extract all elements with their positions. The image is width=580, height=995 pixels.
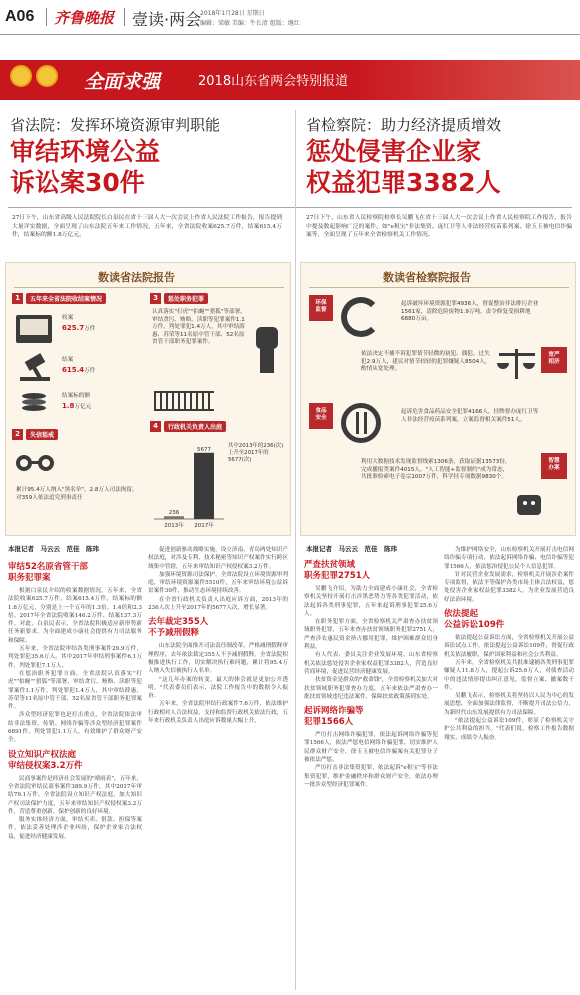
right-subhead-3: 依法提起 公益诉讼109件 bbox=[444, 609, 505, 631]
section-number-2: 2 bbox=[12, 429, 23, 440]
panel-title: 五年来全省法院收结案情况 bbox=[26, 293, 106, 304]
banner-report-title: 2018山东省两会特别报道 bbox=[198, 74, 349, 89]
left-subhead-1: 审结52名原省管干部 职务犯罪案 bbox=[8, 562, 88, 583]
received-closed-panel bbox=[12, 293, 142, 421]
right-body-paragraph: 针对民营企业发展需求，检察机关开展涉企案件专项监督，依法平等保护各类市场主体合法权益，惩处侵害企业家权益犯罪3382人，为企业发展营造良好法治环境。 bbox=[444, 571, 574, 603]
section-number-4: 4 bbox=[150, 421, 161, 432]
right-body-paragraph: 有人代表、委员关注企业发展环境，山东省检察机关依法惩处侵害企业家权益犯罪3382人，营造良好营商环境，促进民营经济健康发展。 bbox=[304, 652, 438, 675]
banner-slogan: 全面求强 bbox=[84, 71, 161, 93]
amount-unit: 万亿元 bbox=[74, 404, 92, 410]
editor-credits: 编辑：梁敏 美编：牛长清 组版：继红 bbox=[200, 20, 300, 27]
recycle-icon bbox=[341, 297, 381, 337]
left-byline: 本报记者 马云云 范佳 陈玮 bbox=[8, 545, 99, 553]
right-col-2 bbox=[444, 546, 574, 992]
page-number: A06 bbox=[5, 8, 35, 25]
chart-bar bbox=[194, 453, 214, 519]
received-value-row bbox=[62, 324, 95, 334]
duty-crime-panel bbox=[150, 293, 286, 413]
left-subhead-3: 去年裁定355人 不予减刑假释 bbox=[148, 617, 209, 639]
duty-crime-text: 认真落实"打虎""拍蝇""猎狐"等部署，审结贪污、贿赂、渎职等犯罪案件1.1万件，判处罪犯1.4万人，其中审结薛惠、苏荣等11名原中管干部、52名原省管干部职务犯罪案件。 bbox=[152, 309, 246, 345]
left-body-paragraph: "这几年办案的转变，最大的体会就是更加公开透明。"代表委员们表示，法院工作报告中的数据令人振奋。 bbox=[148, 676, 288, 700]
chart-bar bbox=[164, 516, 184, 519]
closed-unit: 万件 bbox=[84, 368, 96, 374]
right-body-paragraph: 严厉打击网络诈骗犯罪，依法起诉网络诈骗等犯罪1566人，依法严惩电信网络诈骗犯罪，切实维护人民群众财产安全，徐玉玉被电信诈骗案有关犯罪分子被依法严惩。 bbox=[304, 732, 438, 764]
procuratorate-report-infobox bbox=[300, 262, 576, 536]
issue-date: 2018年1月28日 星期日 bbox=[200, 10, 265, 17]
food-text: 起诉危害食品药品安全犯罪4166人，挂牌督办庞红卫等人非法经营疫苗系列案，立案监督相关案件51人。 bbox=[401, 409, 539, 423]
emblem-icon bbox=[10, 65, 32, 87]
chart-note: 其中2013年的236(次)上升至2017年的5677(次) bbox=[228, 443, 284, 464]
chart-category-label: 2013年 bbox=[164, 523, 184, 529]
chart-category-label: 2017年 bbox=[194, 523, 214, 529]
masthead-divider bbox=[124, 8, 125, 26]
infobox-title: 数读省检察院报告 bbox=[383, 271, 471, 284]
right-headline-line1: 惩处侵害企业家 bbox=[306, 137, 482, 166]
left-body-paragraph: 山东法院全面推开司法责任制改革，严格减刑假释审理程序，去年依法裁定355人不予减刑假释。全省法院积极推进执行工作，切实解决执行难问题，累计将95.4万人纳入失信被执行人名单。 bbox=[148, 643, 288, 675]
gavel-icon bbox=[20, 355, 50, 381]
chart-value-label: 236 bbox=[168, 510, 180, 517]
fist-icon bbox=[250, 327, 282, 377]
received-value: 625.7 bbox=[62, 324, 85, 332]
cutlery-icon bbox=[341, 403, 381, 443]
credit-discipline-text: 累计95.4万人纳入"黑名单"，2.8万人司法拘留，对359人依法追究刑事责任 bbox=[16, 487, 138, 501]
masthead-divider bbox=[46, 8, 47, 26]
right-subhead-1: 严查扶贫领域 职务犯罪2751人 bbox=[304, 560, 371, 581]
left-body-paragraph: 服务实体经济方面，审结买卖、借款、担保等案件，依法妥善处理涉企业纠纷，保护企业家合法权益，促进经济健康发展。 bbox=[8, 817, 142, 840]
special-report-banner bbox=[0, 60, 580, 100]
left-body-paragraph: 五年来，全省法院审结行政案件7.6万件，依法维护行政相对人合法权益，支持和监督行政机关依法行政，五年来行政机关负责人出庭应诉数量大幅上升。 bbox=[148, 701, 288, 725]
left-subhead-2: 设立知识产权法庭 审结侵权案3.2万件 bbox=[8, 749, 83, 771]
left-headline-line2: 诉讼案30件 bbox=[10, 168, 145, 197]
left-headline-line1: 审结环境公益 bbox=[10, 137, 161, 166]
infobox-title: 数读省法院报告 bbox=[98, 271, 175, 284]
right-body-paragraph: 吴鹏飞表示，检察机关将坚持以人民为中心的发展思想，全面加强法律监督，不断提升司法公信力，为新时代山东发展提供有力司法保障。 bbox=[444, 693, 574, 716]
scales-icon bbox=[497, 349, 537, 381]
left-body-paragraph: 在全省行政机关负责人出庭应诉方面，2013年的236人次上升至2017年的5677人次，增长显著。 bbox=[148, 596, 288, 612]
masthead-rule bbox=[0, 34, 580, 35]
credit-discipline-panel bbox=[12, 429, 142, 529]
closed-value-row bbox=[62, 366, 95, 376]
left-kicker: 省法院：发挥环境资源审判职能 bbox=[10, 116, 221, 134]
infobox-title-rule bbox=[14, 287, 284, 288]
emblem-icon bbox=[36, 65, 58, 87]
prison-bars-icon bbox=[154, 391, 214, 411]
closed-value: 615.4 bbox=[62, 366, 85, 374]
received-label: 收案 bbox=[62, 315, 74, 321]
left-body-paragraph: 在惩治职务犯罪方面，全省法院认真落实"打虎""拍蝇""猎狐"等部署，审结贪污、贿赂、渎职等犯罪案件1.1万件，判处罪犯1.4万人，其中审结薛惠、苏荣等11名原中管干部、52名原省管干部职务犯罪案件。 bbox=[8, 670, 142, 711]
column-divider bbox=[295, 110, 296, 990]
court-appearance-panel bbox=[150, 421, 286, 531]
left-body-paragraph: 促进创新驱动战略实施，设立济南、青岛两处知识产权法庭，对涉及专利、技术秘密等知识产权案件实行跨区域集中管辖，五年来审结知识产权侵权案3.2万件。 bbox=[148, 547, 288, 570]
leniency-text: 依法决定不捕不诉犯罪情节轻微的初犯、偶犯、过失犯2.9万人，建议对情节较轻的犯罪嫌疑人8504人，酌情从宽处理。 bbox=[361, 351, 491, 372]
right-body-paragraph: 严厉打击非法集资犯罪，依法起诉"e租宝"等非法集资犯罪，维护金融秩序和群众财产安全，依法办理一批涉众型经济犯罪案件。 bbox=[304, 765, 438, 788]
left-body-paragraph: 加强环境资源司法保护，全省法院设立环境资源审判庭，审结环境资源案件5510件，五年来审结环境公益诉讼案件30件，推动生态环境持续改善。 bbox=[148, 571, 288, 595]
paper-logo: 齐鲁晚报 bbox=[54, 9, 115, 27]
right-body-paragraph: 扶贫资金是群众的"救命钱"，全省检察机关加大对扶贫领域职务犯罪查办力度，五年来依法严肃查办一批扶贫领域违纪违法案件，保障扶贫政策落到实处。 bbox=[304, 677, 438, 700]
section-number-1: 1 bbox=[12, 293, 23, 304]
folder-icon bbox=[16, 315, 52, 343]
smart-tag: 智慧 办案 bbox=[541, 453, 567, 479]
chart-value-label: 5677 bbox=[197, 446, 211, 453]
left-body-paragraph: 五年来，全省法院审结各类刑事案件29.9万件，判处罪犯35.6万人。其中2017年审结刑事案件6.1万件，判处罪犯7.1万人。 bbox=[8, 646, 142, 669]
section-name: 壹读·两会 bbox=[132, 10, 202, 29]
right-subhead-2: 起诉网络诈骗等 犯罪1566人 bbox=[304, 706, 364, 728]
headline-rule bbox=[8, 207, 572, 208]
left-col-2 bbox=[148, 546, 288, 992]
right-body-paragraph: 在职务犯罪方面，全省检察机关严肃查办扶贫领域职务犯罪，五年来查办扶贫领域职务犯罪2751人，严查涉农惠民资金挤占挪用犯罪，维护困难群众切身利益。 bbox=[304, 619, 438, 651]
closed-label: 结案 bbox=[62, 357, 74, 363]
chart-title: 行政机关负责人出庭 bbox=[164, 421, 226, 432]
env-text: 起诉破坏环境资源犯罪4936人，督促整治非法排污企业1561家，清除危险废物1.9万吨，责令修复受损耕地6880万亩。 bbox=[401, 301, 539, 322]
leniency-tag: 宽严 相济 bbox=[541, 347, 567, 373]
left-body-paragraph: 民商事案件是经济社会发展的"晴雨表"，五年来，全省法院审结民商事案件389.9万件，其中2017年审结79.1万件。全省法院设立知识产权法庭，加大知识产权司法保护力度，五年来审结知识产权侵权案3.2万件，营造尊重创新、保护创新的良好环境。 bbox=[8, 775, 142, 815]
right-body-paragraph: "依法提起公益诉讼109件，彰显了检察机关守护公共利益的担当。"代表们说，检察工作报告数据翔实，成绩令人振奋。 bbox=[444, 718, 574, 741]
amount-label: 结案标的额 bbox=[62, 393, 90, 399]
food-tag: 食品 安全 bbox=[309, 403, 333, 429]
right-body-paragraph: 吴鹏飞介绍，为助力全面建成小康社会，全省检察机关坚持开展打击涉黑恶势力等各类犯罪活动，依法起诉各类刑事犯罪，五年来起诉刑事犯罪25.6万人。 bbox=[304, 586, 438, 617]
right-col-1 bbox=[304, 556, 438, 992]
handcuffs-icon bbox=[16, 449, 56, 479]
section-number-3: 3 bbox=[150, 293, 161, 304]
right-headline-line2: 权益犯罪3382人 bbox=[306, 168, 501, 197]
left-lead: 27日下午，山东省高级人民法院院长白泉民在省十三届人大一次会议上作省人民法院工作报告，报告提到大量详实数据，全面呈现了山东法院五年来工作情况，五年来，全省法院收案625.7万件，结案615.4万件，结案标的额1.8万亿元。 bbox=[12, 215, 282, 238]
masthead bbox=[0, 0, 580, 38]
infobox-title-rule bbox=[309, 287, 569, 288]
right-body-paragraph: 为维护网络安全，山东检察机关开展打击电信网络诈骗专项行动，依法起诉网络诈骗、电信诈骗等犯罪1566人，依法惩治侵犯公民个人信息犯罪。 bbox=[444, 547, 574, 570]
panel-title: 失信惩戒 bbox=[26, 429, 58, 440]
robot-icon bbox=[513, 489, 545, 521]
left-col-1 bbox=[8, 556, 142, 992]
right-body-paragraph: 五年来，全省检察机关共批准逮捕各类刑事犯罪嫌疑人11.8万人，提起公诉25.6万人，对侦查活动中的违法情形提出纠正意见，监督立案、撤案数千件。 bbox=[444, 659, 574, 691]
court-report-infobox bbox=[5, 262, 291, 536]
right-body-paragraph: 依法提起公益诉讼方面，全省检察机关开展公益诉讼试点工作，依法提起公益诉讼109件，督促行政机关依法履职，保护国家利益和社会公共利益。 bbox=[444, 635, 574, 658]
smart-text: 利用大数据技术发现监督线索1306条，获取证据13573份，完成播报类案件4015人，"人工智能+监督制约"成为常态，共批准检索电子卷宗1007万件，科学挂专项数据9830个。 bbox=[361, 459, 511, 480]
panel-title: 惩处职务犯罪 bbox=[164, 293, 208, 304]
amount-value: 1.8 bbox=[62, 402, 75, 410]
env-tag: 环保 监督 bbox=[309, 295, 333, 321]
right-kicker: 省检察院：助力经济提质增效 bbox=[306, 116, 502, 134]
amount-value-row bbox=[62, 402, 91, 412]
received-unit: 万件 bbox=[84, 326, 96, 332]
coin-stack-icon bbox=[22, 391, 46, 415]
left-body-paragraph: 涉众型经济犯罪也是打击重点，全省法院依法审结非法集资、传销、网络诈骗等涉众型经济犯罪案件6891件，判处罪犯1.1万人，有效维护了群众财产安全。 bbox=[8, 712, 142, 744]
right-lead: 27日下午，山东省人民检察院检察长吴鹏飞在省十三届人大一次会议上作省人民检察院工作报告，报告中提及数起影响广泛的案件，如"e租宝"非法集资、庞红卫等人非法经营疫苗系列案、徐玉玉被电信诈骗案等，全面呈现了五年来全省检察机关工作情况。 bbox=[306, 215, 572, 238]
right-byline: 本报记者 马云云 范佳 陈玮 bbox=[306, 545, 397, 553]
left-body-paragraph: 根据白泉民介绍的收案数据情况，五年来，全省法院收案625.7万件，结案615.4万件，结案标的额1.8万亿元，分别是上一个五年的1.3倍、1.4倍和2.3倍。2017年全省法院收案146.2万件、结案137.3万件。对此，白泉民表示，全省法院积极适应新形势新任务新要求，为全面建成小康社会提供有力司法服务和保障。 bbox=[8, 588, 142, 644]
